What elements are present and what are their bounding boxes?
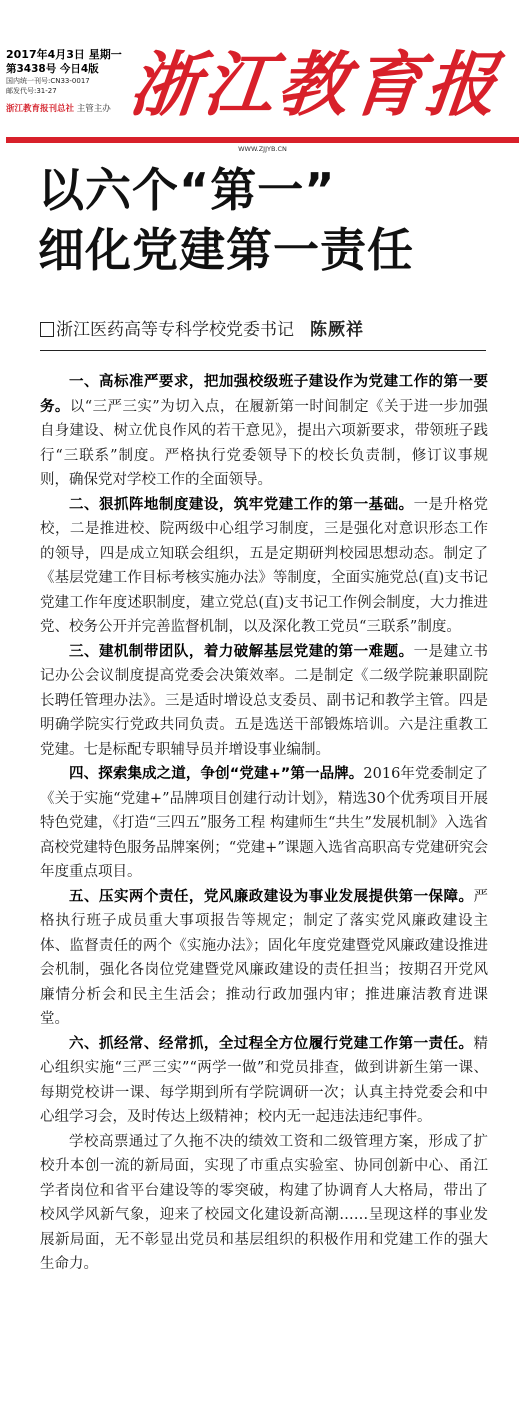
paragraph-lead: 四、探索集成之道，争创“党建+”第一品牌。 — [69, 766, 364, 782]
paragraph-text: 以“三严三实”为切入点，在履新第一时间制定《关于进一步加强自身建设、树立优良作风的若干意见》，提出六项新要求，带领班子践行“三联系”制度。严格执行党委领导下的校长负责制，修订议事规则，确保党对学校工作的全面领导。 — [40, 398, 489, 488]
article-paragraph — [40, 493, 488, 640]
newspaper-logo: 浙江教育报 — [125, 43, 505, 126]
byline-divider — [40, 350, 486, 351]
article-paragraph — [40, 762, 488, 885]
byline-author: 陈厥祥 — [310, 320, 364, 340]
cn-number: 国内统一刊号:CN33-0017 — [6, 77, 90, 85]
paragraph-lead: 六、抓经常、经常抓，全过程全方位履行党建工作第一责任。 — [69, 1035, 474, 1052]
paragraph-text: 一是升格党校，二是推进校、院两级中心组学习制度，三是强化对意识形态工作的领导，四是成立知联会组织，五是定期研判校园思想动态。制定了《基层党建工作目标考核实施办法》等制度，全面实施党总(直)支书记党建工作年度述职制度，建立党总(直)支书记工作例会制度，大力推进党、校务公开并完善监督机制，以及深化教工党员“三联系”制度。 — [40, 496, 489, 635]
article-paragraph — [40, 1130, 488, 1277]
paragraph-text: 2016年党委制定了《关于实施“党建+”品牌项目创建行动计划》，精选30个优秀项目开展特色党建，《打造“三四五”服务工程 构建师生“共生”发展机制》入选省高校党建特色服务品牌案例；“党建+”课题入选省高职高专党建研究会年度重点项目。 — [40, 766, 488, 880]
headline-line-1: 以六个“第一” — [38, 163, 336, 217]
website-url: WWW.ZJJYB.CN — [238, 145, 287, 153]
article-paragraph — [40, 640, 488, 763]
masthead-meta — [6, 48, 132, 115]
byline — [40, 318, 500, 342]
postal-code: 邮发代号:31-27 — [6, 87, 57, 95]
paragraph-text: 严格执行班子成员重大事项报告等规定；制定了落实党风廉政建设主体、监督责任的两个《实施办法》；固化年度党建暨党风廉政建设推进会机制，强化各岗位党建暨党风廉政建设的责任担当；按期召开党风廉情分析会和民主生活会；推动行政加强内审；推进廉洁教育进课堂。 — [40, 888, 488, 1027]
headline-line-2: 细化党建第一责任 — [38, 223, 414, 277]
article-paragraph — [40, 885, 488, 1032]
paragraph-lead: 一、高标准严要求，把加强校级班子建设作为党建工作的第一要务。 — [40, 374, 488, 415]
issue-date: 2017年4月3日 星期一 — [6, 48, 122, 61]
article-paragraph — [40, 370, 488, 493]
article-body — [40, 370, 488, 1277]
article-headline — [38, 160, 498, 280]
paragraph-lead: 五、压实两个责任，党风廉政建设为事业发展提供第一保障。 — [69, 888, 474, 905]
article-paragraph — [40, 1032, 488, 1130]
masthead — [0, 0, 525, 153]
byline-box-icon — [40, 322, 54, 337]
issue-number: 第3438号 今日4版 — [6, 63, 99, 75]
paragraph-text: 精心组织实施“三严三实”“两学一做”和党员排查，做到讲新生第一课、每期党校讲一课、每学期到所有学院调研一次；认真主持党委会和中心组学习会，及时传达上级精神；校内无一起违法违纪事件。 — [40, 1035, 488, 1125]
paragraph-lead: 三、建机制带团队，着力破解基层党建的第一难题。 — [69, 643, 414, 660]
masthead-rule — [6, 137, 519, 143]
publisher-name: 浙江教育报刊总社 — [6, 104, 75, 114]
paragraph-text: 学校高票通过了久拖不决的绩效工资和二级管理方案，形成了扩校升本创一流的新局面，实现了市重点实验室、协同创新中心、甬江学者岗位和省平台建设等的零突破，构建了协调育人大格局，带出了校风学风新气象，迎来了校园文化建设新高潮……呈现这样的事业发展新局面，无不彰显出党员和基层组织的积极作用和党建工作的强大生命力。 — [40, 1133, 488, 1272]
paragraph-lead: 二、狠抓阵地制度建设，筑牢党建工作的第一基础。 — [69, 496, 414, 513]
publisher-line — [6, 104, 132, 115]
byline-org: 浙江医药高等专科学校党委书记 — [56, 320, 294, 340]
publisher-role: 主管主办 — [76, 104, 111, 114]
paragraph-text: 一是建立书记办公会议制度提高党委会决策效率。二是制定《二级学院兼职副院长聘任管理办法》。三是适时增设总支委员、副书记和教学主管。四是明确学院实行党政共同负责。五是选送干部锻炼培训。六是注重教工党建。七是标配专职辅导员并增设事业编制。 — [40, 643, 489, 758]
